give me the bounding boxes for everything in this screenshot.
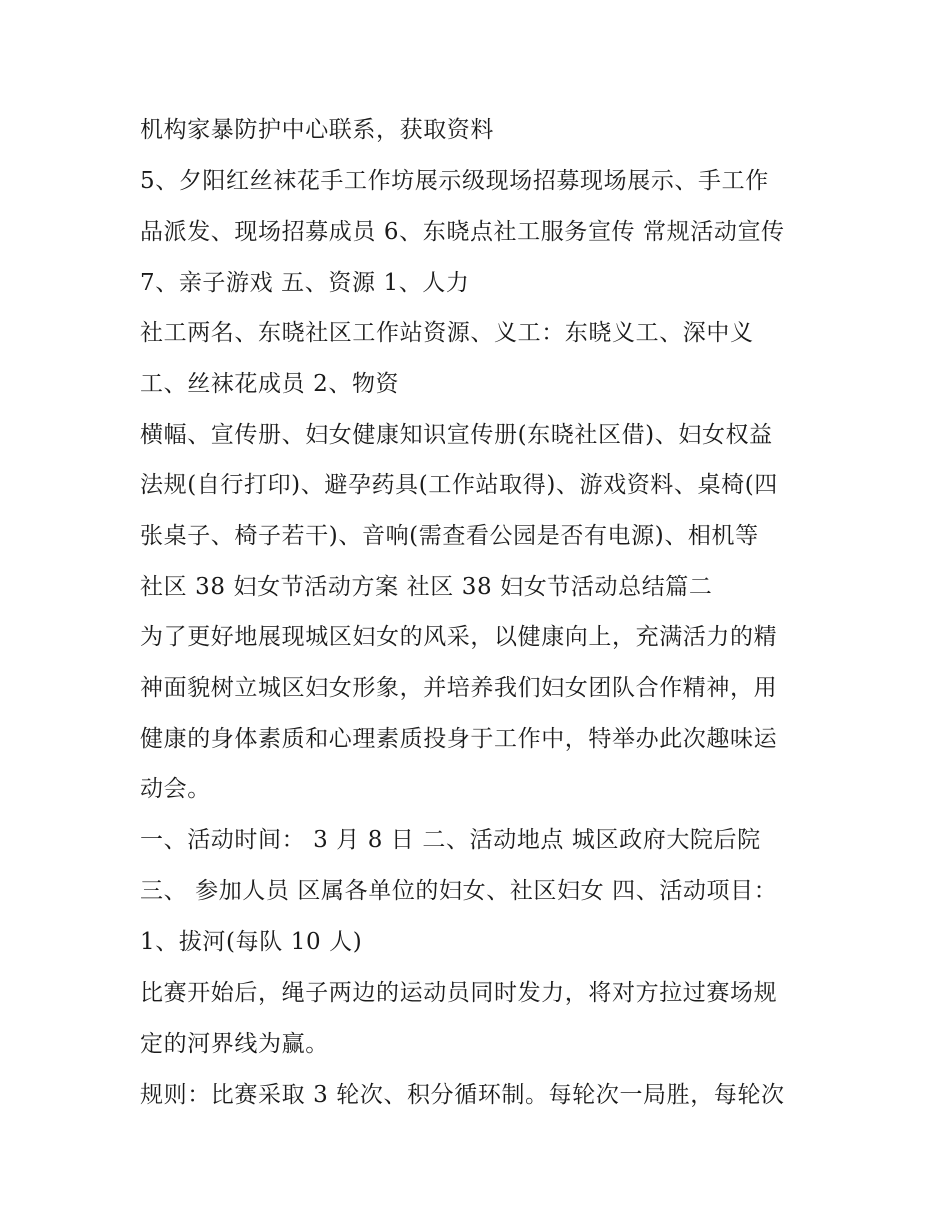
text-line: 横幅、宣传册、妇女健康知识宣传册(东晓社区借)、妇女权益 bbox=[140, 422, 773, 448]
text-line: 三、 参加人员 区属各单位的妇女、社区妇女 四、活动项目： bbox=[140, 878, 778, 904]
text-line: 1、拔河(每队 10 人) bbox=[140, 929, 363, 955]
text-line: 5、夕阳红丝袜花手工作坊展示级现场招募现场展示、手工作 bbox=[140, 168, 769, 194]
text-line: 动会。 bbox=[140, 776, 211, 802]
text-line: 比赛开始后，绳子两边的运动员同时发力，将对方拉过赛场规 bbox=[140, 980, 778, 1006]
text-line: 定的河界线为赢。 bbox=[140, 1031, 329, 1057]
section-heading-line: 社区 38 妇女节活动方案 社区 38 妇女节活动总结篇二 bbox=[140, 574, 713, 600]
text-line: 机构家暴防护中心联系，获取资料 bbox=[140, 117, 494, 143]
text-line: 工、丝袜花成员 2、物资 bbox=[140, 371, 400, 397]
text-line: 张桌子、椅子若干)、音响(需查看公园是否有电源)、相机等 bbox=[140, 523, 759, 549]
text-line: 规则：比赛采取 3 轮次、积分循环制。每轮次一局胜，每轮次 bbox=[140, 1082, 785, 1108]
text-line: 一、活动时间： 3 月 8 日 二、活动地点 城区政府大院后院 bbox=[140, 827, 761, 853]
text-line: 7、亲子游戏 五、资源 1、人力 bbox=[140, 270, 470, 296]
text-line: 法规(自行打印)、避孕药具(工作站取得)、游戏资料、桌椅(四 bbox=[140, 472, 778, 498]
text-line: 品派发、现场招募成员 6、东晓点社工服务宣传 常规活动宣传 bbox=[140, 219, 785, 245]
text-line: 健康的身体素质和心理素质投身于工作中，特举办此次趣味运 bbox=[140, 726, 778, 752]
text-line: 神面貌树立城区妇女形象，并培养我们妇女团队合作精神，用 bbox=[140, 675, 778, 701]
text-line: 为了更好地展现城区妇女的风采，以健康向上，充满活力的精 bbox=[140, 624, 778, 650]
text-line: 社工两名、东晓社区工作站资源、义工：东晓义工、深中义 bbox=[140, 320, 754, 346]
